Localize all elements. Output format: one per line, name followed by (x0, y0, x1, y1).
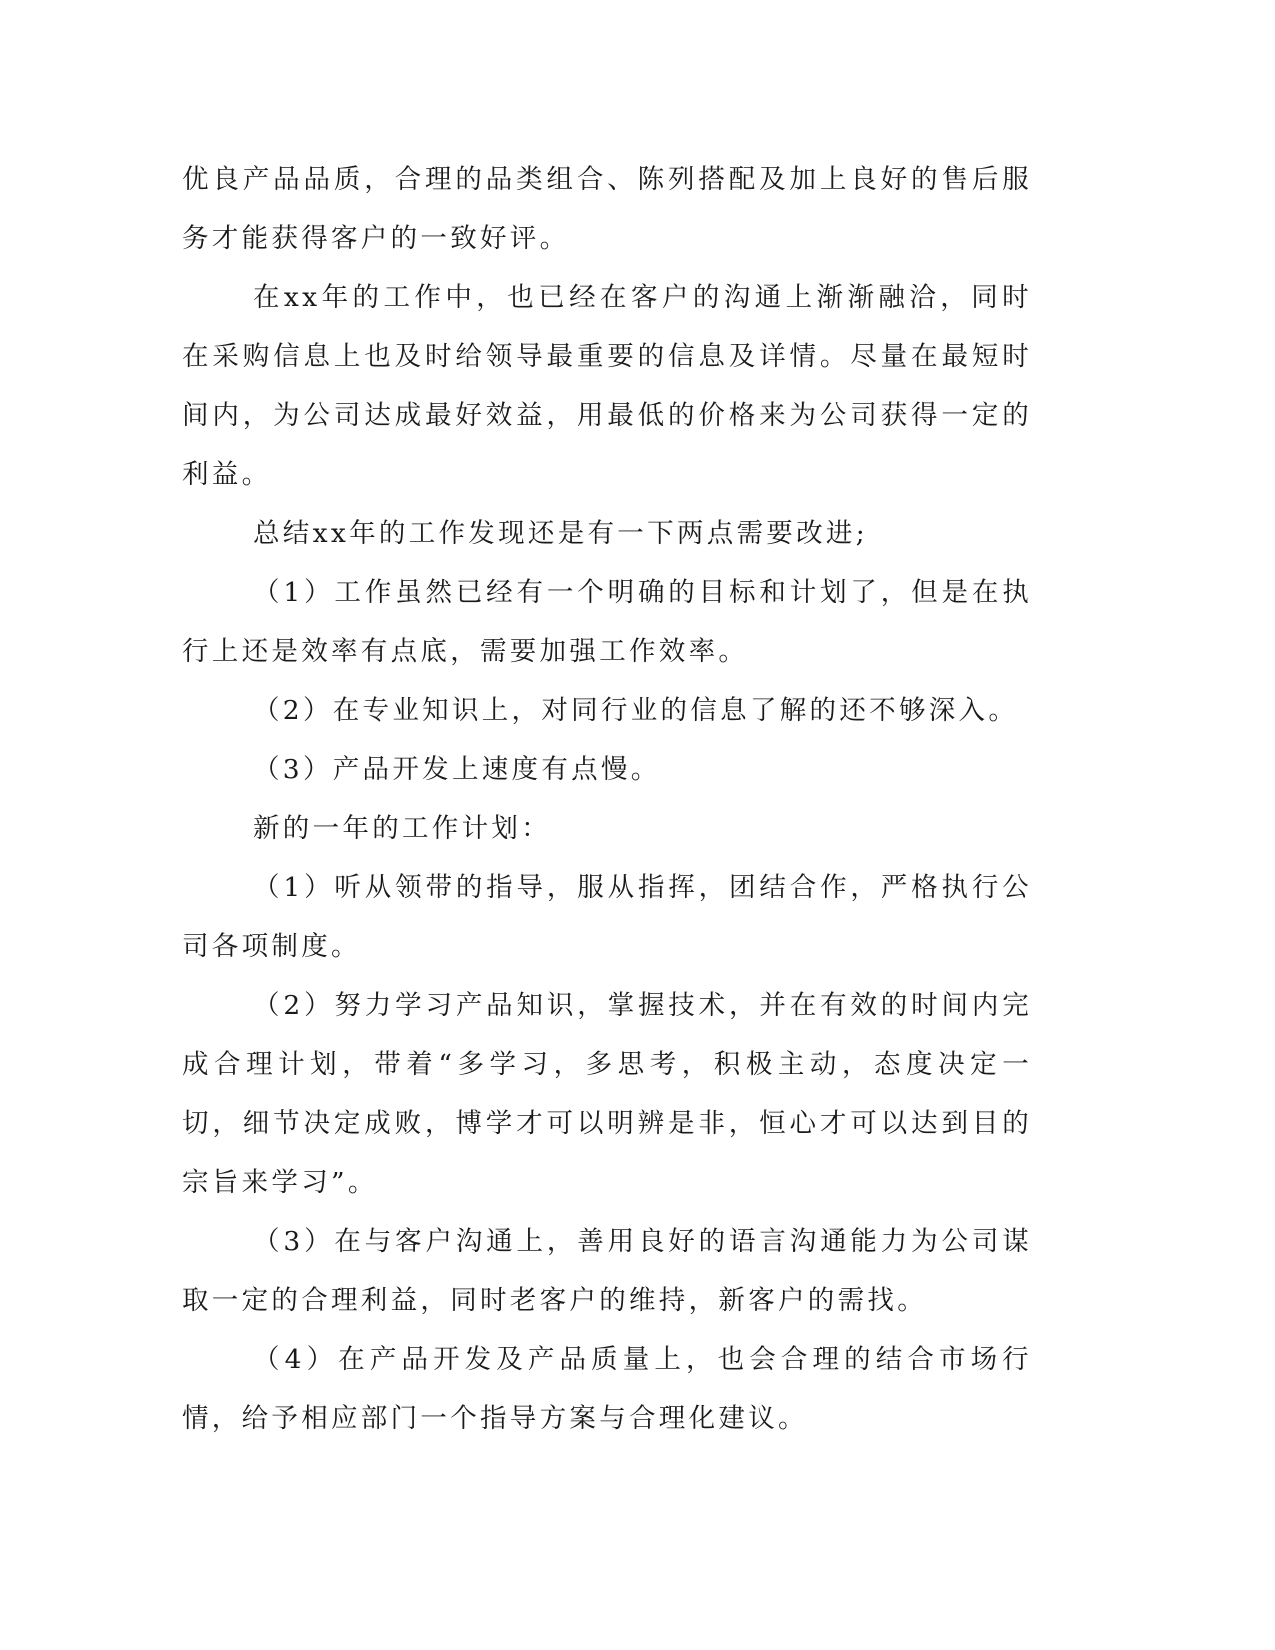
document-body (182, 150, 1032, 1448)
paragraph-summary-intro: 总结xx年的工作发现还是有一下两点需要改进; (253, 518, 868, 549)
list-item-plan-1: （1）听从领带的指导，服从指挥，团结合作，严格执行公司各项制度。 (182, 872, 1032, 962)
list-item-plan-4: （4）在产品开发及产品质量上，也会合理的结合市场行情，给予相应部门一个指导方案与合理化建议。 (182, 1344, 1032, 1434)
list-item-improvement-2: （2）在专业知识上，对同行业的信息了解的还不够深入。 (253, 695, 1019, 726)
list-item-plan-3: （3）在与客户沟通上，善用良好的语言沟通能力为公司谋取一定的合理利益，同时老客户的维持，新客户的需找。 (182, 1226, 1032, 1316)
paragraph-continued: 优良产品品质，合理的品类组合、陈列搭配及加上良好的售后服务才能获得客户的一致好评。 (182, 164, 1032, 254)
list-item-plan-2: （2）努力学习产品知识，掌握技术，并在有效的时间内完成合理计划，带着“多学习，多思考，积极主动，态度决定一切，细节决定成败，博学才可以明辨是非，恒心才可以达到目的宗旨来学习”。 (182, 990, 1032, 1198)
paragraph-customer-communication: 在xx年的工作中，也已经在客户的沟通上渐渐融洽，同时在采购信息上也及时给领导最重要的信息及详情。尽量在最短时间内，为公司达成最好效益，用最低的价格来为公司获得一定的利益。 (182, 282, 1032, 490)
paragraph-plan-heading: 新的一年的工作计划： (253, 813, 551, 844)
list-item-improvement-3: （3）产品开发上速度有点慢。 (253, 754, 661, 785)
list-item-improvement-1: （1）工作虽然已经有一个明确的目标和计划了，但是在执行上还是效率有点底，需要加强工作效率。 (182, 577, 1032, 667)
